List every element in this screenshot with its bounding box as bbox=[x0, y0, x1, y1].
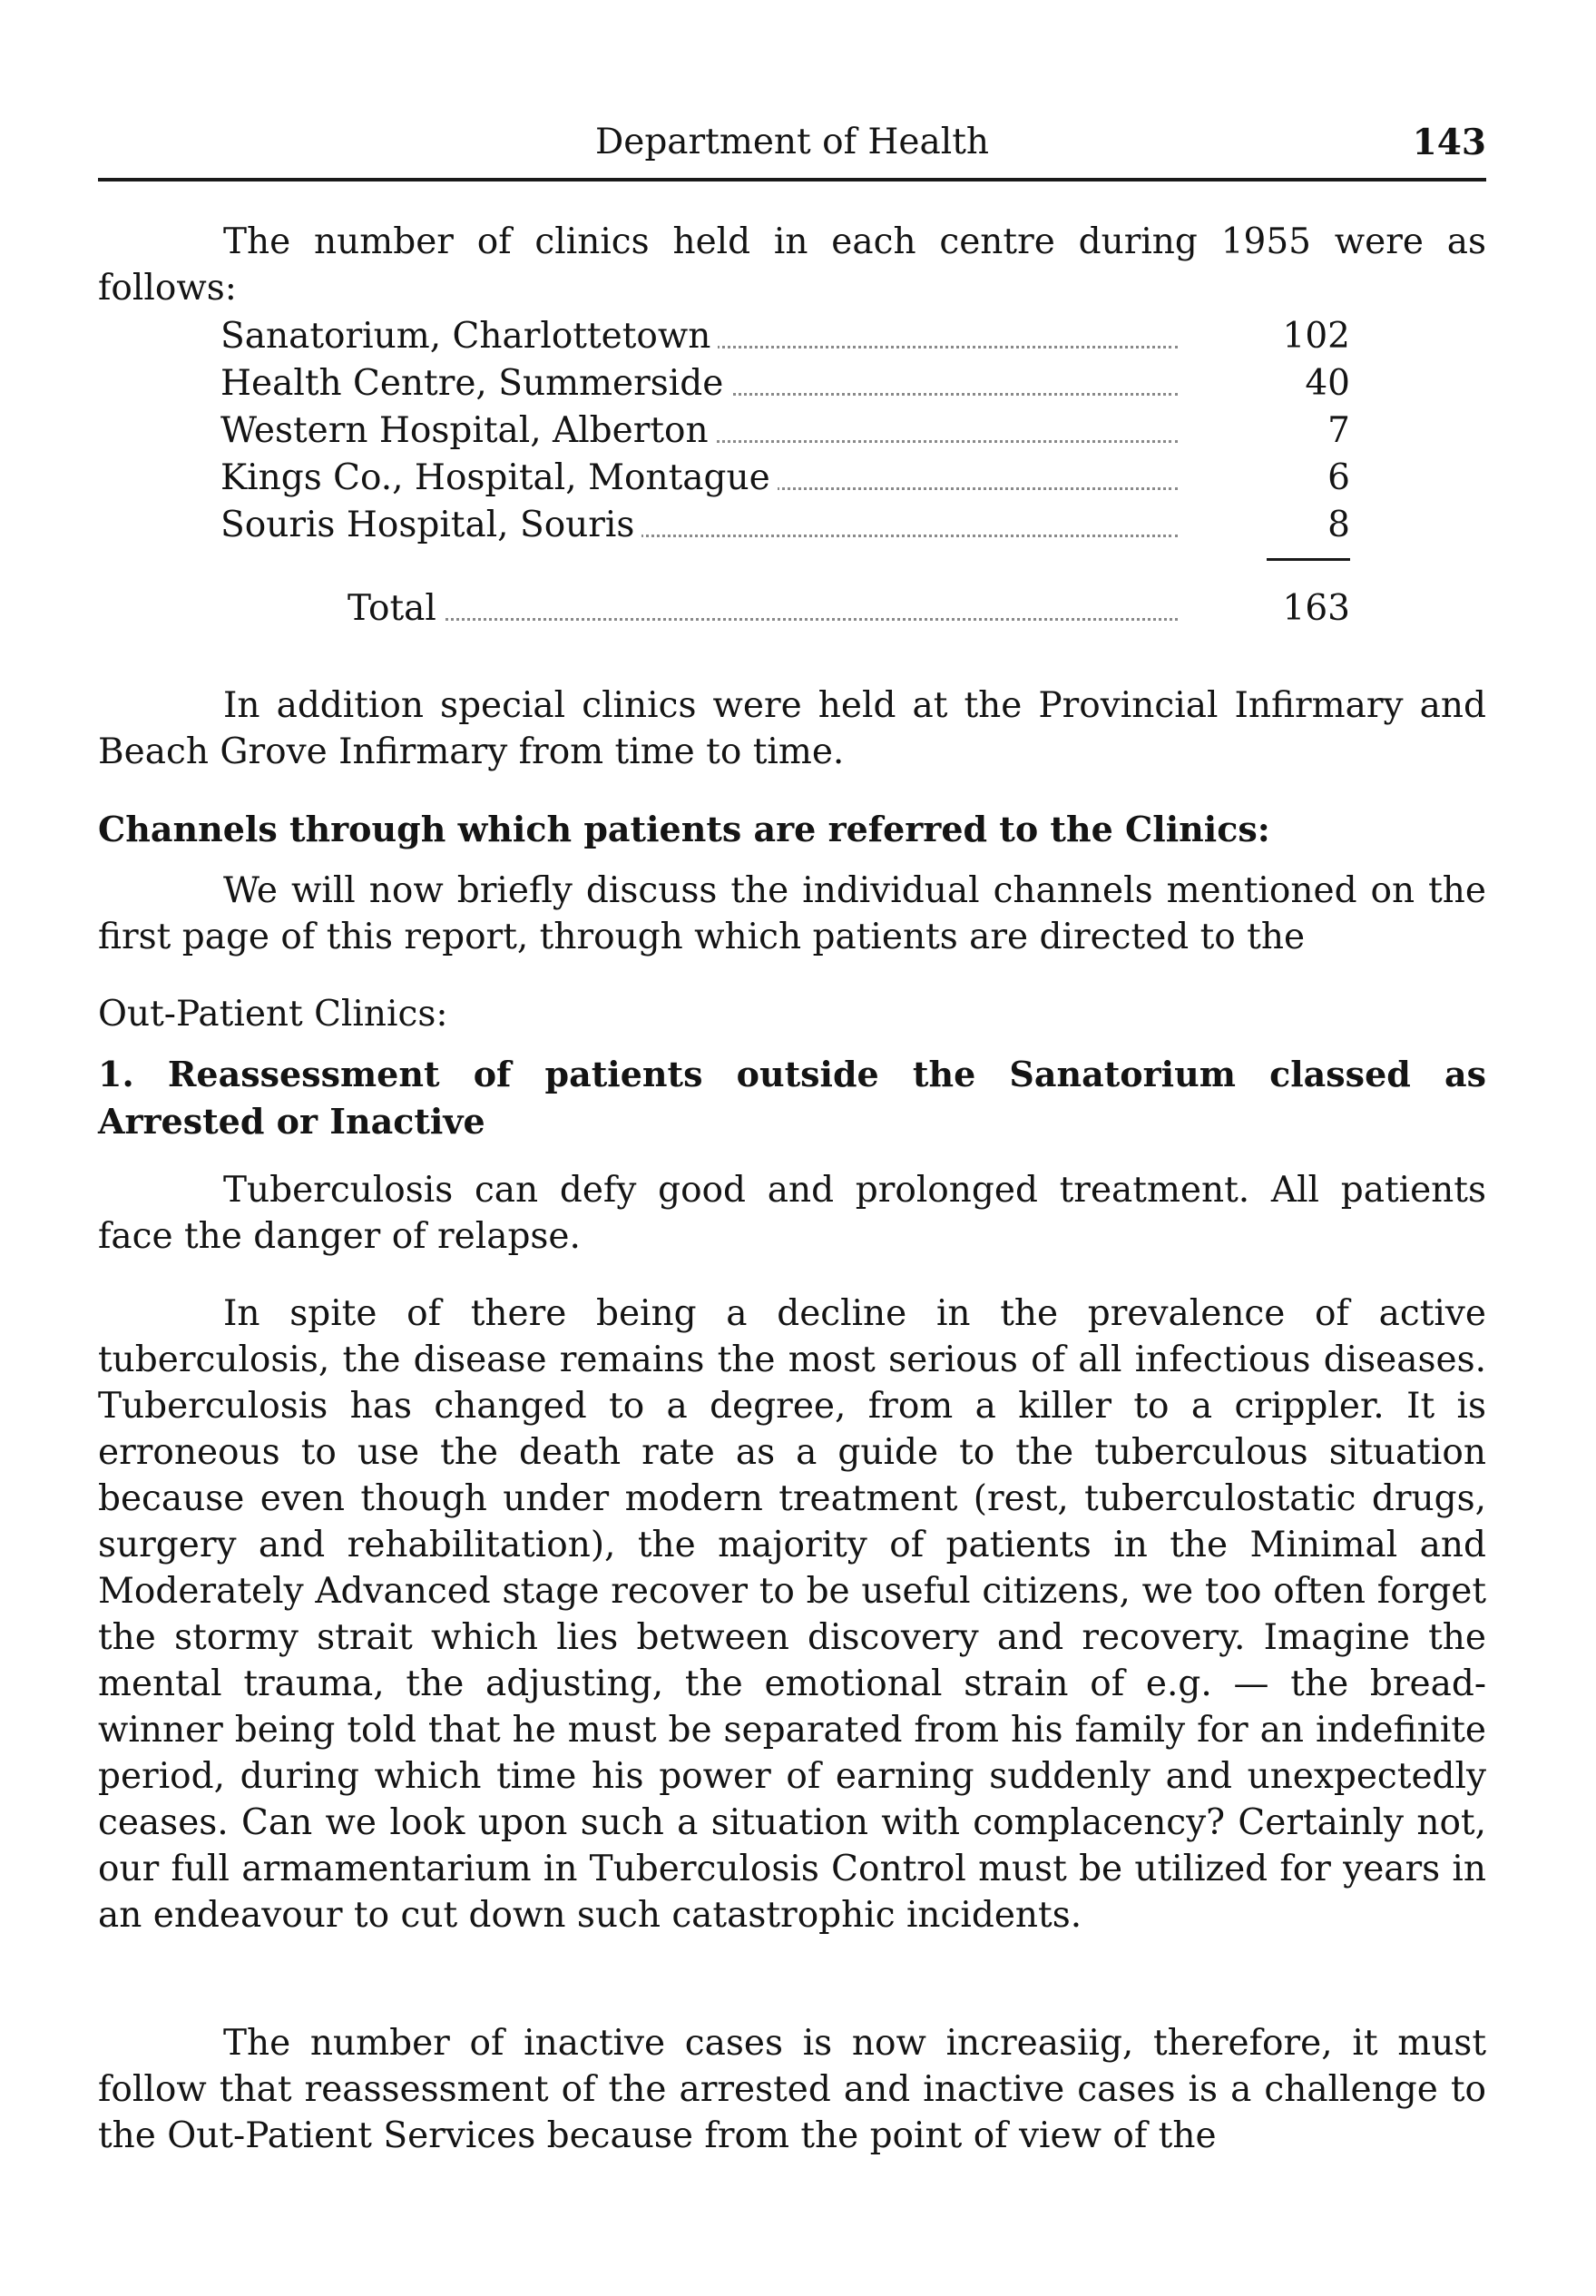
addition-paragraph: In addition special clinics were held at the Provincial Infirmary and Beach Grove Infirmary from time to time. bbox=[98, 685, 1486, 772]
document-page bbox=[98, 0, 1486, 2296]
clinic-count: 6 bbox=[1327, 457, 1350, 498]
header-rule bbox=[98, 178, 1486, 182]
intro-paragraph: The number of clinics held in each centre during 1955 were as follows: bbox=[98, 221, 1486, 309]
clinic-row bbox=[220, 407, 1350, 455]
clinic-count: 7 bbox=[1327, 410, 1350, 451]
spite-paragraph: In spite of there being a decline in the prevalence of active tuberculosis, the disease remains the most serious of all infectious diseases. Tuberculosis has changed to a degree, from a killer to a crippler. It is erroneous to use the death rate as a guide to the tuberculous situation because even though under modern treatment (rest, tuberculostatic drugs, surgery and rehabilitation), the majority of patients in the Minimal and Moderately Advanced stage recover to be useful citizens, we too often forget the stormy strait which lies between discovery and recovery. Imagine the mental trauma, the adjusting, the emotional strain of e.g. — the bread-winner being told that he must be separated from his family for an indefinite period, during which time his power of earning suddenly and unexpectedly ceases. Can we look upon such a situation with complacency? Certainly not, our full armamentarium in Tuberculosis Control must be utilized for years in an endeavour to cut down such catastrophic incidents. bbox=[98, 1293, 1486, 1936]
clinic-name: Health Centre, Summerside bbox=[220, 360, 730, 407]
clinic-row bbox=[220, 313, 1350, 360]
clinic-list bbox=[220, 313, 1350, 636]
total-row bbox=[220, 585, 1350, 636]
clinic-name: Kings Co., Hospital, Montague bbox=[220, 455, 778, 502]
channels-heading: Channels through which patients are referred to the Clinics: bbox=[98, 809, 1270, 849]
clinic-name: Sanatorium, Charlottetown bbox=[220, 313, 718, 360]
inactive-paragraph: The number of inactive cases is now increasiig, therefore, it must follow that reassessment of the arrested and inactive cases is a challenge to the Out-Patient Services because from the point of view of the bbox=[98, 2023, 1486, 2156]
clinic-count: 102 bbox=[1282, 316, 1350, 357]
header-title: Department of Health bbox=[594, 122, 990, 162]
section1-heading: 1. Reassessment of patients outside the Sanatorium classed as Arrested or Inactive bbox=[98, 1054, 1486, 1142]
total-label: Total bbox=[348, 585, 444, 633]
clinic-row bbox=[220, 360, 1350, 407]
tb-paragraph: Tuberculosis can defy good and prolonged treatment. All patients face the danger of relapse. bbox=[98, 1170, 1486, 1257]
sum-rule bbox=[220, 549, 1350, 569]
running-header bbox=[98, 116, 1486, 180]
clinic-name: Western Hospital, Alberton bbox=[220, 407, 716, 455]
outpatient-line: Out-Patient Clinics: bbox=[98, 994, 448, 1035]
dot-leader bbox=[348, 618, 1178, 621]
clinic-count: 8 bbox=[1327, 505, 1350, 545]
clinic-row bbox=[220, 502, 1350, 549]
total-count: 163 bbox=[1282, 588, 1350, 629]
page-number: 143 bbox=[1412, 122, 1486, 163]
clinic-name: Souris Hospital, Souris bbox=[220, 502, 641, 549]
channels-paragraph: We will now briefly discuss the individual channels mentioned on the first page of this report, through which patients are directed to the bbox=[98, 870, 1486, 957]
clinic-row bbox=[220, 455, 1350, 502]
clinic-count: 40 bbox=[1305, 363, 1350, 404]
